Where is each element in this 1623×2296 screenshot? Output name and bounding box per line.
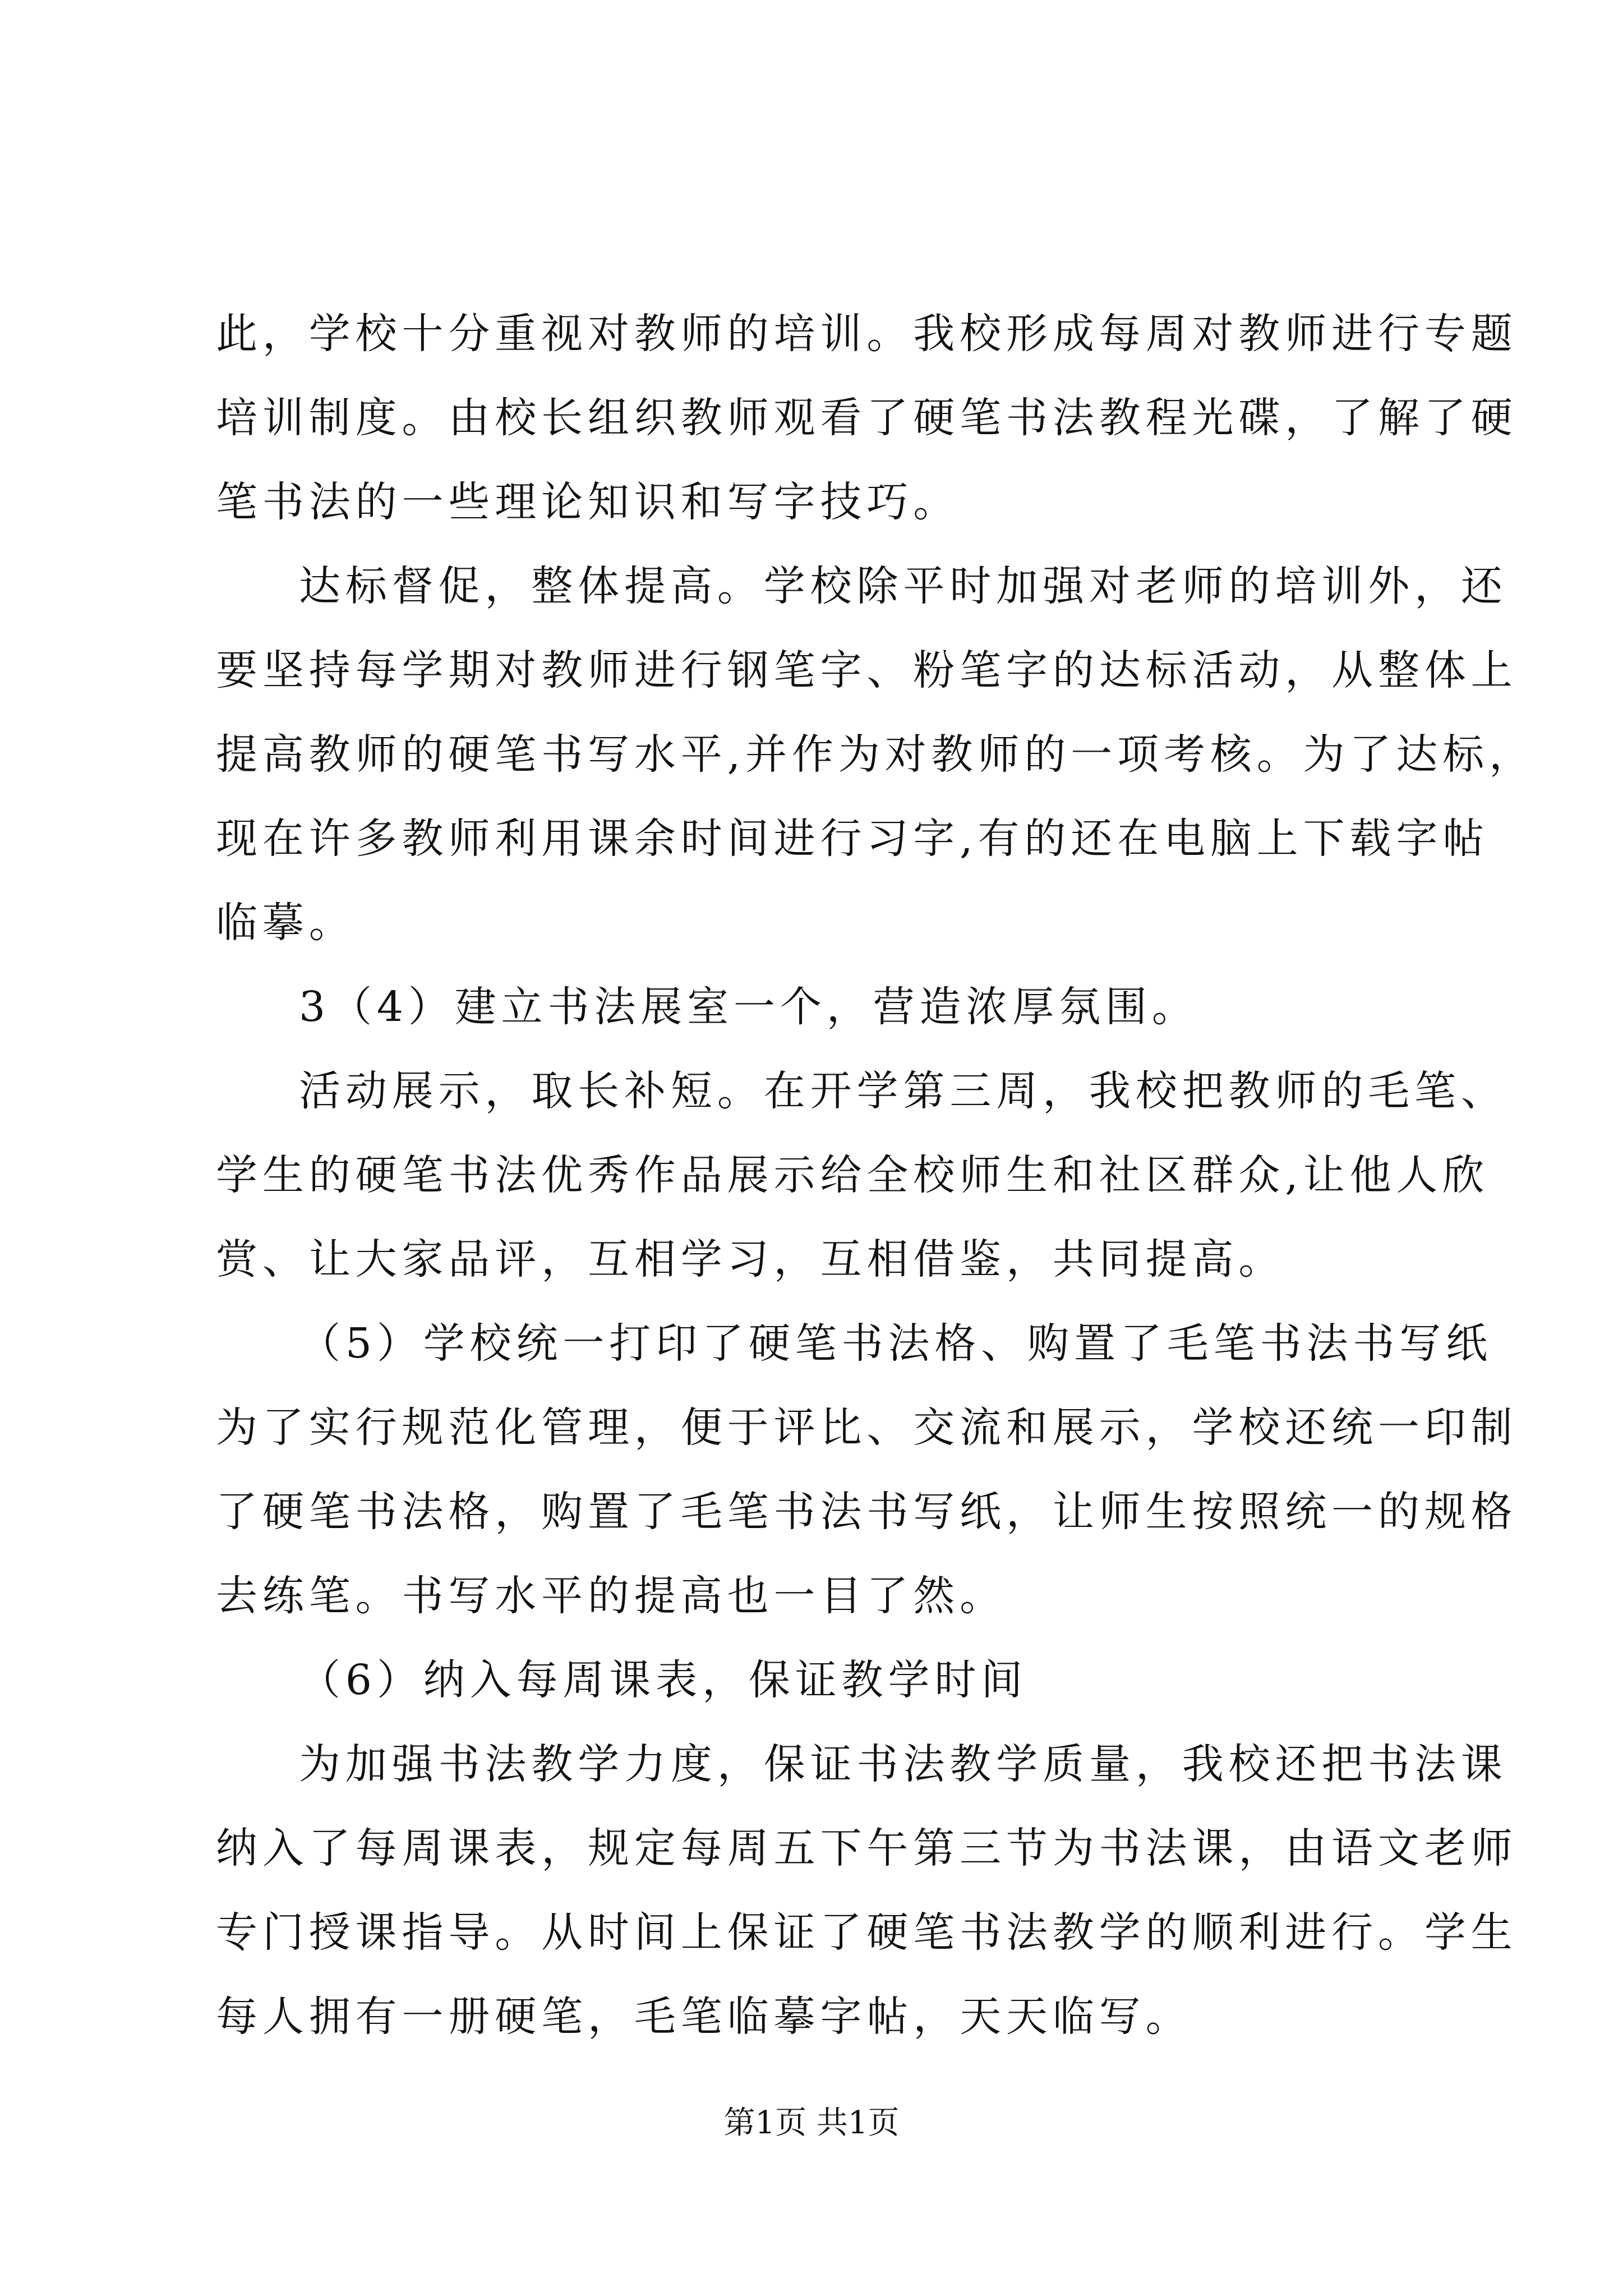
text-line: 学生的硬笔书法优秀作品展示给全校师生和社区群众,让他人欣	[216, 1151, 1490, 1199]
text-line: 每人拥有一册硬笔，毛笔临摹字帖，天天临写。	[216, 1993, 1192, 2041]
text-line: 现在许多教师利用课余时间进行习字,有的还在电脑上下载字帖	[216, 815, 1490, 863]
text-line: 笔书法的一些理论知识和写字技巧。	[216, 478, 960, 526]
text-line: 3（4）建立书法展室一个，营造浓厚氛围。	[299, 983, 1198, 1031]
text-line: 活动展示，取长补短。在开学第三周，我校把教师的毛笔、	[299, 1067, 1507, 1115]
text-line: 提高教师的硬笔书写水平,并作为对教师的一项考核。为了达标，	[216, 730, 1536, 779]
text-line: 去练笔。书写水平的提高也一目了然。	[216, 1572, 1006, 1620]
text-line: 达标督促，整体提高。学校除平时加强对老师的培训外，还	[299, 562, 1507, 610]
page-number: 第1页 共1页	[723, 2105, 900, 2141]
text-line: 要坚持每学期对教师进行钢笔字、粉笔字的达标活动，从整体上	[216, 646, 1518, 694]
text-line: （6）纳入每周课表，保证教学时间	[299, 1656, 1028, 1704]
document-body	[216, 292, 1536, 2059]
text-line: （5）学校统一打印了硬笔书法格、购置了毛笔书法书写纸	[299, 1319, 1492, 1368]
text-line: 纳入了每周课表，规定每周五下午第三节为书法课，由语文老师	[216, 1824, 1518, 1872]
text-line: 了硬笔书法格，购置了毛笔书法书写纸，让师生按照统一的规格	[216, 1488, 1518, 1536]
text-line: 赏、让大家品评，互相学习，互相借鉴，共同提高。	[216, 1235, 1285, 1283]
text-line: 专门授课指导。从时间上保证了硬笔书法教学的顺利进行。学生	[216, 1908, 1518, 1957]
text-line: 此，学校十分重视对教师的培训。我校形成每周对教师进行专题	[216, 310, 1518, 358]
text-line: 培训制度。由校长组织教师观看了硬笔书法教程光碟，了解了硬	[216, 394, 1518, 442]
text-line: 为了实行规范化管理，便于评比、交流和展示，学校还统一印制	[216, 1404, 1518, 1452]
text-line: 临摹。	[216, 899, 356, 947]
text-line: 为加强书法教学力度，保证书法教学质量，我校还把书法课	[299, 1740, 1507, 1788]
